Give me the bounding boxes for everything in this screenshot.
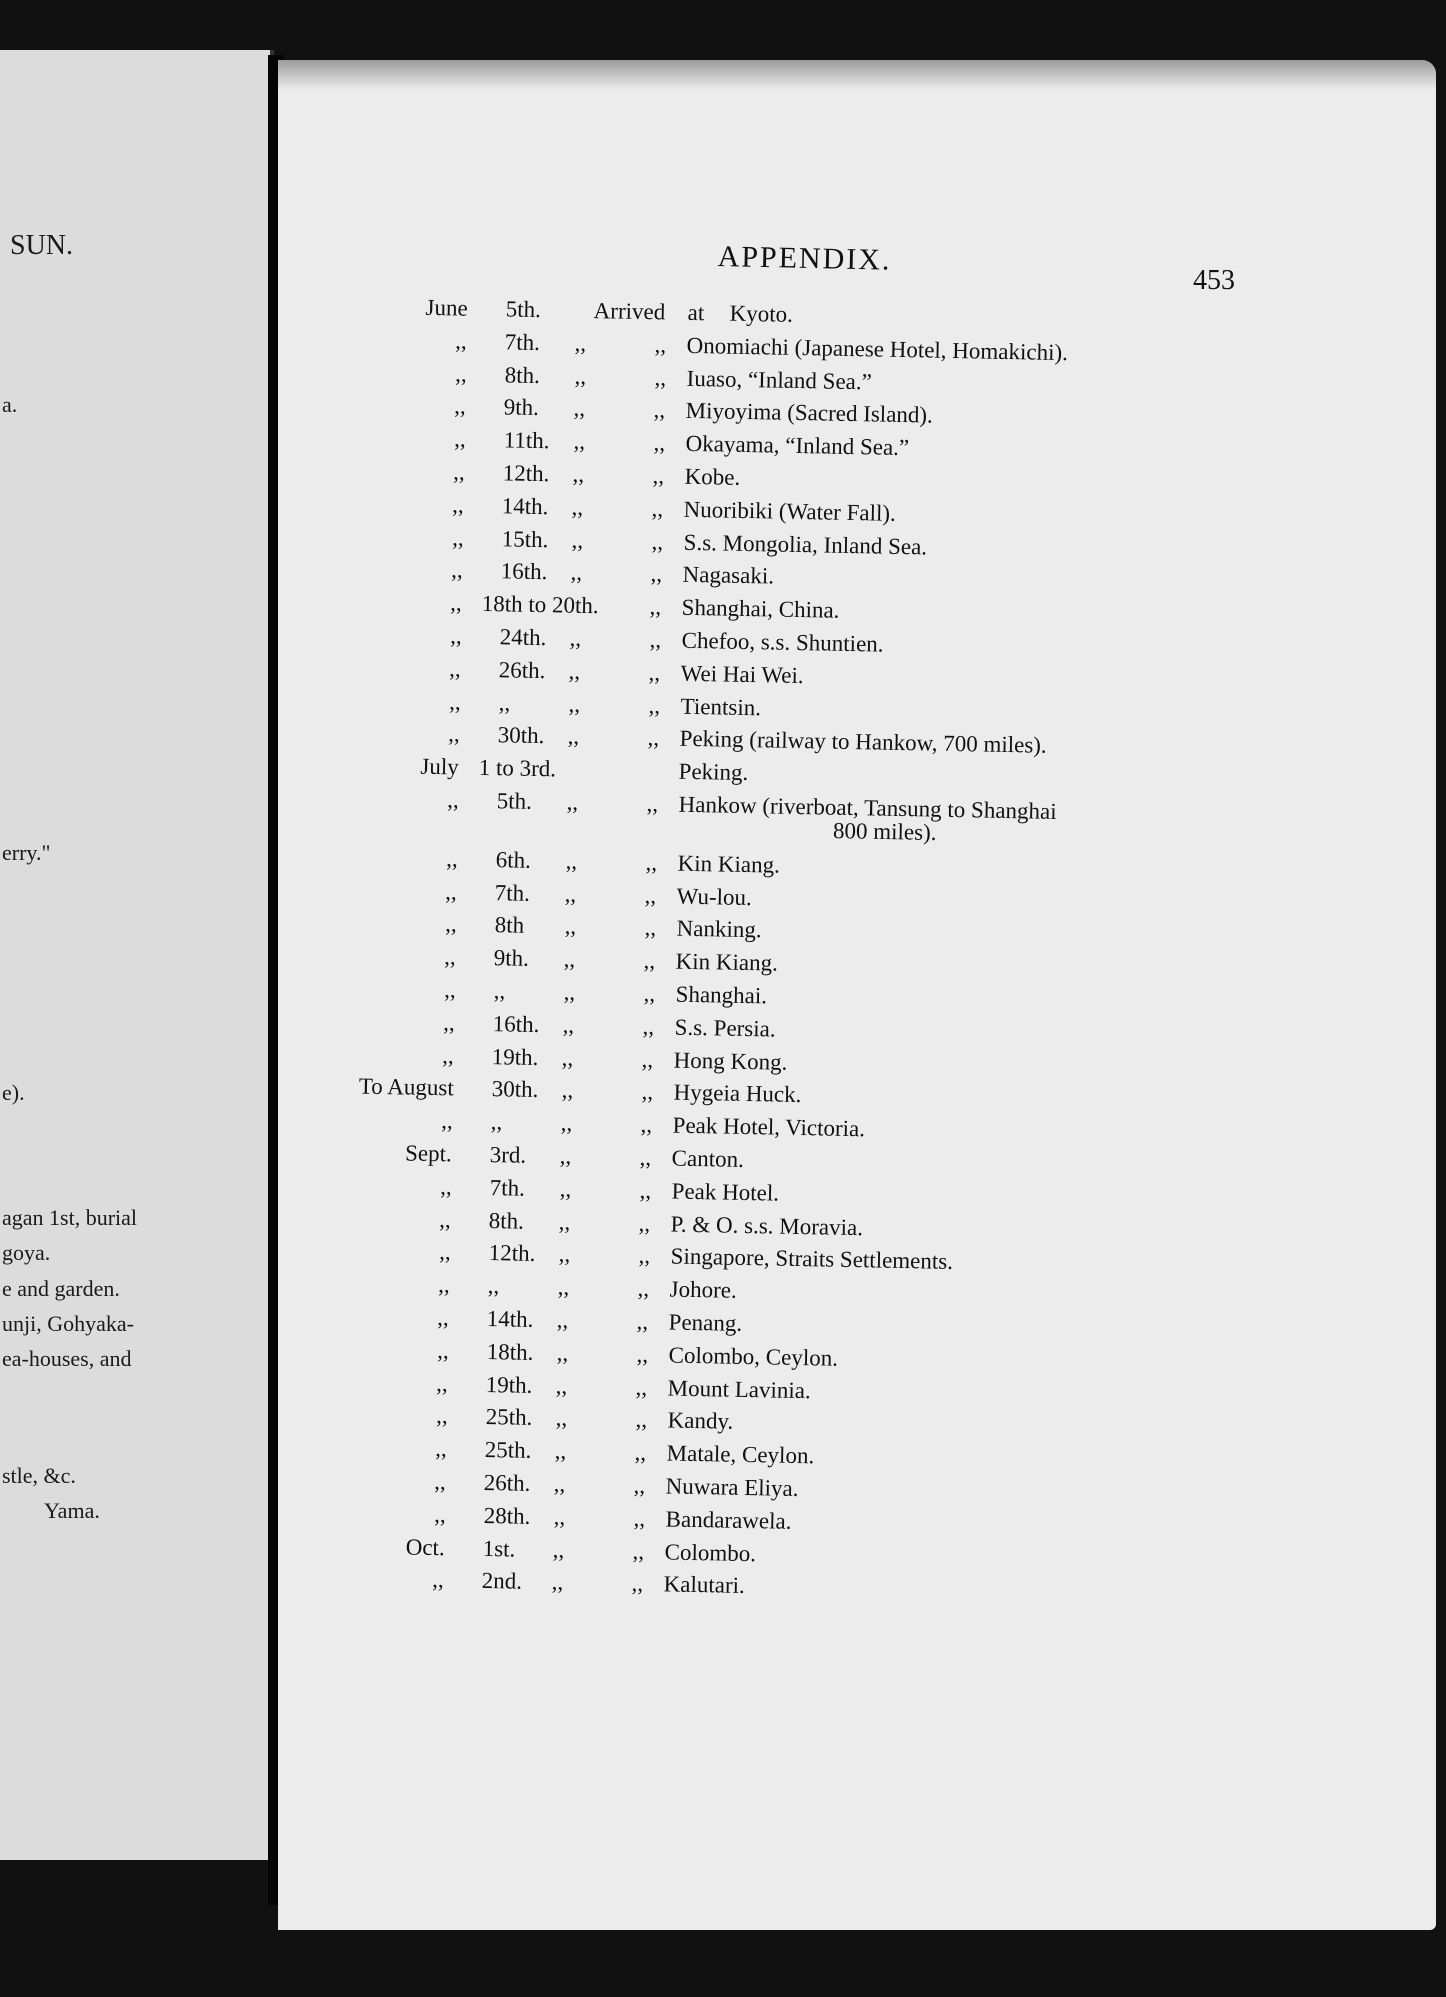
month-cell: ,, [444, 911, 457, 937]
place-cell: Wu-lou. [676, 883, 753, 910]
page-title: APPENDIX. [717, 240, 892, 277]
day-cell: 12th. [502, 460, 550, 487]
facing-page-line: SUN. [10, 230, 74, 261]
place-cell: Singapore, Straits Settlements. [670, 1243, 954, 1275]
ditto-cell: ,, [574, 363, 587, 389]
month-cell: ,, [448, 656, 461, 682]
place-cell: Chefoo, s.s. Shuntien. [681, 627, 884, 657]
ditto-cell: Arrived [593, 298, 666, 325]
ditto-cell: ,, [555, 1372, 568, 1399]
month-cell: ,, [436, 1305, 449, 1331]
day-cell: 8th [494, 912, 525, 939]
month-cell: ,, [433, 1501, 446, 1528]
month-cell: ,, [443, 944, 456, 970]
place-cell: Mount Lavinia. [667, 1375, 811, 1403]
month-cell: Oct. [405, 1534, 445, 1560]
day-cell: ,, [498, 689, 511, 716]
day-cell: 18th. [486, 1338, 534, 1365]
ditto-cell: ,, [564, 913, 577, 940]
day-cell: 30th. [491, 1076, 539, 1103]
day-cell: 7th. [489, 1174, 526, 1201]
ditto-cell: ,, [641, 1046, 654, 1072]
place-cell: Peking (railway to Hankow, 700 miles). [679, 726, 1047, 759]
ditto-cell: ,, [639, 1144, 652, 1171]
day-cell: ,, [490, 1109, 503, 1135]
ditto-cell: ,, [555, 1405, 568, 1431]
ditto-cell: ,, [639, 1177, 652, 1203]
ditto-cell: ,, [563, 979, 576, 1005]
ditto-cell: ,, [654, 364, 667, 391]
ditto-cell: ,, [631, 1571, 644, 1597]
ditto-cell: at [687, 299, 705, 326]
place-cell: Kyoto. [729, 300, 794, 327]
ditto-cell: ,, [559, 1176, 572, 1202]
day-cell: 24th. [499, 624, 547, 651]
month-cell: ,, [437, 1272, 450, 1298]
ditto-cell: ,, [565, 848, 578, 874]
ditto-cell: ,, [553, 1504, 566, 1530]
place-cell: Hong Kong. [673, 1047, 788, 1075]
ditto-cell: ,, [643, 948, 656, 974]
month-cell: ,, [449, 623, 462, 649]
ditto-cell: ,, [651, 495, 664, 522]
day-cell: 15th. [501, 525, 549, 552]
place-cell: Matale, Ceylon. [666, 1440, 815, 1469]
ditto-cell: ,, [633, 1472, 646, 1499]
ditto-cell: ,, [648, 659, 661, 686]
place-cell: Shanghai, China. [681, 594, 840, 623]
day-cell: 2nd. [481, 1568, 523, 1595]
day-cell: 8th. [488, 1207, 525, 1234]
ditto-cell: ,, [569, 625, 582, 651]
month-cell: ,, [438, 1239, 451, 1265]
month-cell: ,, [450, 557, 463, 583]
month-cell: ,, [438, 1206, 451, 1232]
ditto-cell: ,, [635, 1374, 648, 1400]
day-cell: 12th. [488, 1240, 536, 1267]
ditto-cell: ,, [641, 1079, 654, 1105]
month-cell: ,, [454, 328, 467, 354]
ditto-cell: ,, [643, 981, 656, 1007]
ditto-cell: ,, [567, 723, 580, 750]
ditto-cell: ,, [564, 881, 577, 907]
day-cell: 16th. [492, 1010, 540, 1037]
ditto-cell: ,, [574, 330, 587, 356]
place-cell: Wei Hai Wei. [680, 660, 804, 688]
place-cell: Kin Kiang. [677, 850, 781, 878]
month-cell: ,, [435, 1370, 448, 1396]
day-cell: 7th. [494, 879, 531, 906]
day-cell: 1 to 3rd. [478, 755, 557, 782]
place-cell: Shanghai. [675, 981, 768, 1009]
ditto-cell: ,, [644, 882, 657, 908]
ditto-cell: ,, [561, 1045, 574, 1071]
ditto-cell: ,, [572, 461, 585, 487]
place-cell: Nagasaki. [682, 562, 775, 589]
day-cell: 26th. [483, 1469, 531, 1496]
ditto-cell: ,, [640, 1112, 653, 1138]
place-cell: Colombo. [664, 1539, 757, 1566]
place-cell: Nanking. [676, 916, 762, 943]
place-cell: Penang. [668, 1309, 743, 1336]
ditto-cell: ,, [645, 849, 658, 876]
month-cell: ,, [440, 1108, 453, 1134]
day-cell: ,, [487, 1273, 500, 1299]
ditto-cell: ,, [642, 1013, 655, 1040]
place-cell: Nuoribiki (Water Fall). [683, 496, 897, 526]
place-cell: Kalutari. [663, 1571, 746, 1599]
place-cell: S.s. Mongolia, Inland Sea. [683, 529, 928, 560]
ditto-cell: ,, [644, 915, 657, 941]
ditto-cell: ,, [652, 463, 665, 489]
ditto-cell: ,, [637, 1276, 650, 1302]
ditto-cell: ,, [646, 791, 659, 817]
month-cell: ,, [451, 492, 464, 518]
ditto-cell: ,, [558, 1241, 571, 1268]
month-cell: ,, [434, 1436, 447, 1462]
ditto-cell: ,, [568, 691, 581, 717]
ditto-cell: ,, [635, 1407, 648, 1433]
month-cell: July [420, 753, 459, 780]
ditto-cell: ,, [649, 627, 662, 653]
place-cell: Nuwara Eliya. [665, 1473, 799, 1501]
ditto-cell: ,, [633, 1505, 646, 1531]
facing-page-line: ea-houses, and [2, 1346, 132, 1371]
day-cell: 18th to 20th. [481, 591, 599, 619]
month-cell: ,, [453, 426, 466, 452]
ditto-cell: ,, [649, 594, 662, 620]
day-cell: ,, [493, 978, 506, 1004]
ditto-cell: ,, [653, 397, 666, 423]
month-cell: ,, [441, 1042, 454, 1068]
place-cell: Peak Hotel, Victoria. [672, 1112, 866, 1142]
ditto-cell: ,, [654, 332, 667, 358]
place-cell: S.s. Persia. [674, 1014, 776, 1042]
ditto-cell: ,, [648, 692, 661, 718]
day-cell: 6th. [495, 846, 532, 873]
ditto-cell: ,, [570, 560, 583, 586]
place-cell: Miyoyima (Sacred Island). [685, 398, 934, 428]
itinerary-list [278, 60, 1436, 1930]
ditto-cell: ,, [651, 528, 664, 554]
month-cell: ,, [451, 524, 464, 551]
ditto-cell: ,, [634, 1440, 647, 1466]
place-cell: Okayama, “Inland Sea.” [685, 431, 910, 461]
day-cell: 14th. [486, 1306, 534, 1332]
month-cell: ,, [452, 459, 465, 485]
ditto-cell: ,, [636, 1341, 649, 1367]
day-cell: 25th. [485, 1404, 533, 1431]
month-cell: ,, [448, 688, 461, 715]
day-cell: 3rd. [489, 1142, 527, 1168]
place-cell: Peking. [678, 758, 749, 786]
ditto-cell: ,, [556, 1340, 569, 1366]
day-cell: 26th. [498, 657, 546, 683]
facing-page-line: Yama. [44, 1498, 100, 1523]
ditto-cell: ,, [632, 1538, 645, 1564]
ditto-cell: ,, [638, 1243, 651, 1269]
facing-page-line: a. [2, 392, 18, 417]
month-cell: ,, [454, 361, 467, 387]
day-cell: 11th. [503, 427, 550, 454]
ditto-cell: ,, [556, 1307, 569, 1333]
month-cell: ,, [446, 787, 459, 813]
facing-page-line: e and garden. [2, 1276, 120, 1301]
month-cell: June [425, 294, 468, 321]
place-cell: P. & O. s.s. Moravia. [670, 1211, 864, 1240]
ditto-cell: ,, [559, 1143, 572, 1169]
place-cell: Iuaso, “Inland Sea.” [686, 365, 873, 394]
day-cell: 7th. [504, 329, 541, 355]
month-cell: ,, [447, 721, 460, 747]
ditto-cell: ,, [553, 1471, 566, 1497]
day-cell: 5th. [496, 788, 533, 814]
facing-page [0, 50, 274, 1860]
day-cell: 14th. [501, 493, 549, 519]
month-cell: To August [358, 1073, 454, 1101]
month-cell: ,, [443, 977, 456, 1003]
place-cell: Onomiachi (Japanese Hotel, Homakichi). [686, 332, 1069, 365]
place-cell: Johore. [669, 1276, 737, 1303]
day-cell: 19th. [485, 1371, 533, 1398]
place-cell: Hankow (riverboat, Tansung to Shanghai [678, 791, 1057, 824]
month-cell: ,, [431, 1567, 444, 1593]
day-cell: 25th. [484, 1437, 532, 1464]
month-cell: ,, [445, 846, 458, 872]
place-cell: Kin Kiang. [675, 948, 779, 976]
month-cell: ,, [444, 878, 457, 905]
ditto-cell: ,, [653, 430, 666, 456]
ditto-cell: ,, [638, 1210, 651, 1236]
ditto-cell: ,, [557, 1274, 570, 1300]
place-cell: Bandarawela. [665, 1506, 792, 1534]
place-cell: Colombo, Ceylon. [668, 1342, 839, 1371]
appendix-page [278, 60, 1436, 1930]
day-cell: 9th. [503, 394, 540, 421]
ditto-cell: ,, [573, 396, 586, 422]
month-cell: ,, [439, 1173, 452, 1200]
ditto-cell: ,, [561, 1077, 574, 1104]
ditto-cell: ,, [554, 1438, 567, 1464]
month-cell: ,, [442, 1009, 455, 1036]
ditto-cell: ,, [573, 428, 586, 455]
month-cell: ,, [449, 590, 462, 616]
ditto-cell: ,, [563, 946, 576, 972]
facing-page-line: unji, Gohyaka- [2, 1311, 134, 1336]
day-cell: 16th. [500, 558, 548, 585]
page-number: 453 [1193, 265, 1235, 296]
ditto-cell: ,, [647, 725, 660, 751]
ditto-cell: ,, [562, 1012, 575, 1038]
place-cell: Kobe. [684, 463, 741, 490]
month-cell: Sept. [404, 1140, 452, 1167]
month-cell: ,, [435, 1403, 448, 1429]
day-cell: 28th. [483, 1502, 531, 1529]
day-cell: 9th. [493, 945, 530, 972]
month-cell: ,, [433, 1469, 446, 1495]
facing-page-line: stle, &c. [2, 1463, 76, 1488]
place-cell: Kandy. [667, 1407, 734, 1435]
day-cell: 5th. [505, 296, 542, 323]
ditto-cell: ,, [568, 658, 581, 684]
day-cell: 1st. [482, 1535, 516, 1562]
month-cell: ,, [436, 1337, 449, 1364]
ditto-cell: ,, [558, 1208, 571, 1235]
ditto-cell: ,, [571, 527, 584, 553]
ditto-cell: ,, [551, 1569, 564, 1595]
place-cell: Hygeia Huck. [673, 1079, 802, 1108]
place-cell: Peak Hotel. [671, 1178, 780, 1206]
facing-page-line: erry." [2, 840, 51, 865]
ditto-cell: ,, [560, 1110, 573, 1136]
facing-page-line: agan 1st, burial [2, 1205, 138, 1230]
day-cell: 8th. [504, 361, 541, 388]
facing-page-line: goya. [2, 1240, 51, 1265]
entry-continuation: 800 miles). [832, 817, 937, 845]
day-cell: 30th. [497, 722, 545, 749]
facing-page-line: e). [2, 1080, 25, 1105]
ditto-cell: ,, [650, 561, 663, 587]
month-cell: ,, [453, 393, 466, 419]
ditto-cell: ,, [552, 1536, 565, 1563]
ditto-cell: ,, [571, 494, 584, 520]
place-cell: Tientsin. [680, 693, 762, 720]
day-cell: 19th. [491, 1043, 539, 1070]
ditto-cell: ,, [566, 789, 579, 815]
place-cell: Canton. [671, 1145, 745, 1172]
ditto-cell: ,, [636, 1308, 649, 1335]
